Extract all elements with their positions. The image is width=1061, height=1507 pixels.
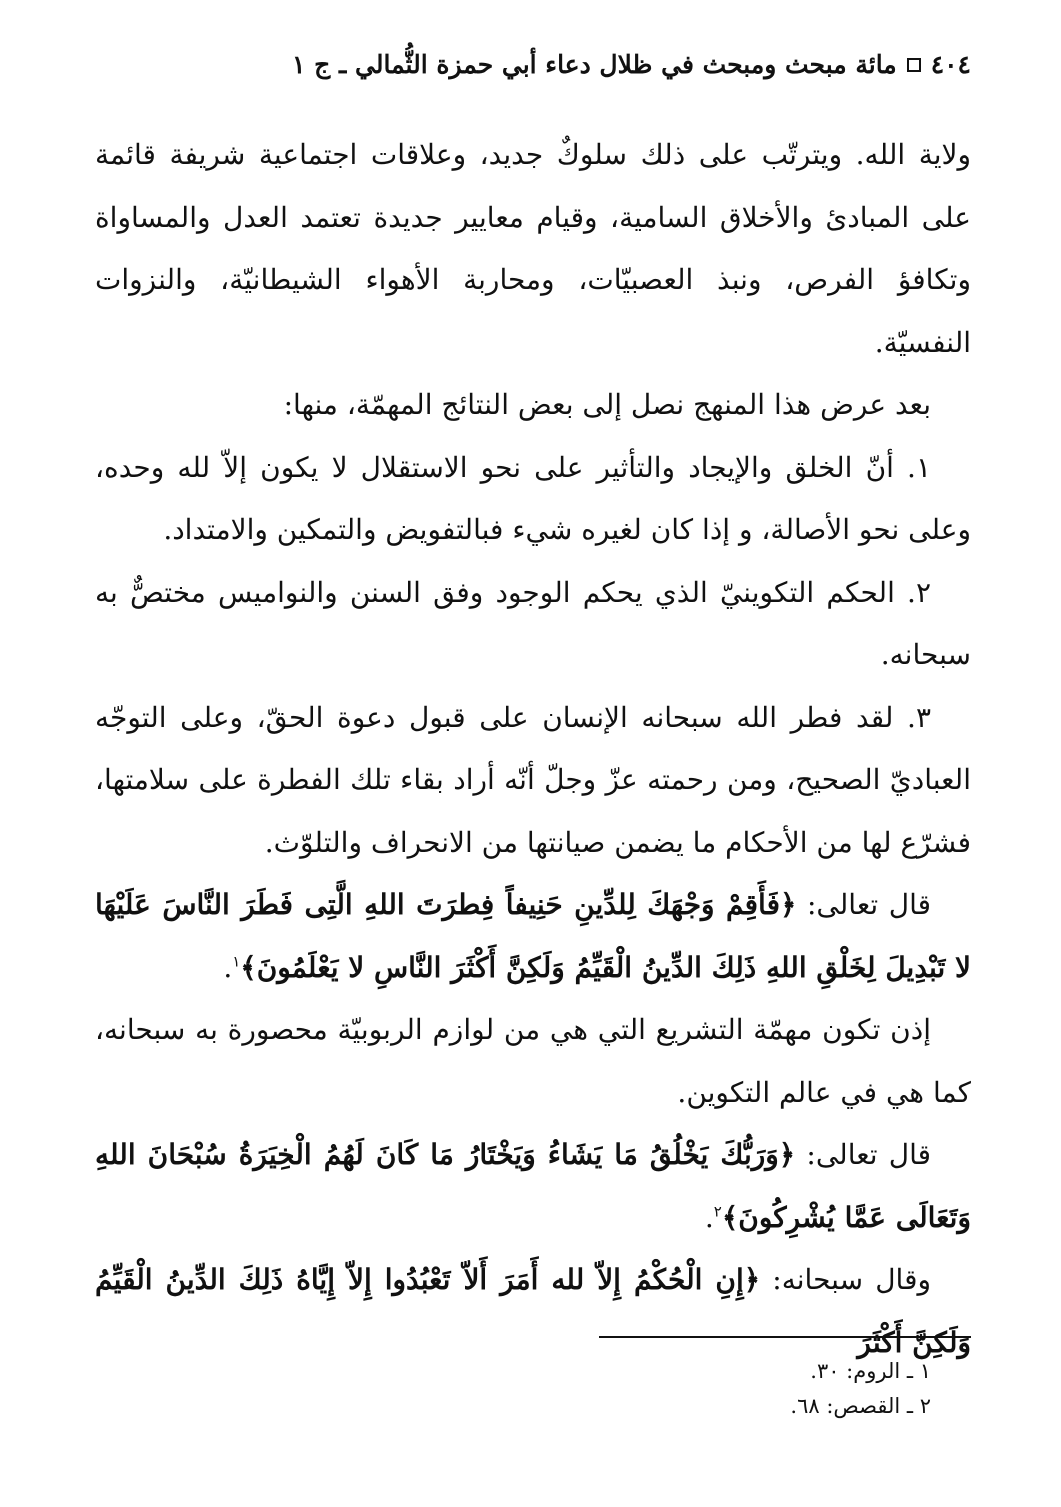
footnote-ref-1: ١ bbox=[232, 952, 241, 971]
quran-quote: ﴿فَأَقِمْ وَجْهَكَ لِلدِّينِ حَنِيفاً فِطرَتَ اللهِ الَّتِى فَطَرَ النَّاسَ عَلَيْهَا لا تَبْدِيلَ لِخَلْقِ اللهِ ذَلِكَ الدِّينُ الْقَيِّمُ وَلَكِنَّ أَكْثَرَ النَّاسِ لا يَعْلَمُونَ﴾ bbox=[95, 888, 971, 984]
main-text bbox=[95, 124, 971, 1374]
quran-quote: ﴿وَرَبُّكَ يَخْلُقُ مَا يَشَاءُ وَيَخْتَارُ مَا كَانَ لَهُمُ الْخِيَرَةُ سُبْحَانَ اللهِ وَتَعَالَى عَمَّا يُشْرِكُونَ﴾ bbox=[95, 1138, 971, 1234]
footnote-1: ١ ـ الروم: ٣٠. bbox=[810, 1359, 931, 1383]
quote-intro: وقال سبحانه: bbox=[760, 1263, 931, 1296]
paragraph-6 bbox=[95, 874, 971, 999]
running-title: مائة مبحث ومبحث في ظلال دعاء أبي حمزة الثُّمالي ـ ج ١ bbox=[292, 50, 897, 79]
running-header bbox=[95, 50, 971, 80]
paragraph-4: ٢. الحكم التكوينيّ الذي يحكم الوجود وفق السنن والنواميس مختصٌّ به سبحانه. bbox=[95, 575, 971, 671]
footnote-divider bbox=[599, 1336, 971, 1338]
footnote-ref-2: ٢ bbox=[713, 1202, 722, 1221]
paragraph-8 bbox=[95, 1124, 971, 1249]
page-number: ٤٠٤ bbox=[930, 50, 971, 79]
paragraph-2: بعد عرض هذا المنهج نصل إلى بعض النتائج المهمّة، منها: bbox=[283, 388, 931, 421]
paragraph-3: ١. أنّ الخلق والإيجاد والتأثير على نحو الاستقلال لا يكون إلاّ لله وحده، وعلى نحو الأصالة، و إذا كان لغيره شيء فبالتفويض والتمكين والامتداد. bbox=[95, 450, 971, 546]
paragraph-1: ولاية الله. ويترتّب على ذلك سلوكٌ جديد، وعلاقات اجتماعية شريفة قائمة على المبادئ والأخلاق السامية، وقيام معايير جديدة تعتمد العدل والمساواة وتكافؤ الفرص، ونبذ العصبيّات، ومحاربة الأهواء الشيطانيّة، والنزوات النفسيّة. bbox=[95, 138, 971, 359]
document-page bbox=[95, 0, 971, 1507]
paragraph-5: ٣. لقد فطر الله سبحانه الإنسان على قبول دعوة الحقّ، وعلى التوجّه العباديّ الصحيح، ومن رحمته عزّ وجلّ أنّه أراد بقاء تلك الفطرة على سلامتها، فشرّع لها من الأحكام ما يضمن صيانتها من الانحراف والتلوّث. bbox=[95, 700, 971, 859]
quote-intro: قال تعالى: bbox=[796, 888, 932, 921]
footnotes bbox=[95, 1354, 931, 1424]
sentence-end: . bbox=[704, 1200, 714, 1234]
square-separator-icon bbox=[907, 58, 921, 72]
quote-intro: قال تعالى: bbox=[795, 1138, 931, 1171]
paragraph-7: إذن تكون مهمّة التشريع التي هي من لوازم الربوبيّة محصورة به سبحانه، كما هي في عالم التكوين. bbox=[95, 1013, 971, 1109]
footnote-2: ٢ ـ القصص: ٦٨. bbox=[790, 1394, 931, 1418]
sentence-end: . bbox=[223, 950, 233, 984]
quran-quote: ﴿إِنِ الْحُكْمُ إِلاّ لله أَمَرَ أَلاّ تَعْبُدُوا إِلاّ إِيَّاهُ ذَلِكَ الدِّينُ الْقَيِّمُ وَلَكِنَّ أَكْثَرَ bbox=[95, 1263, 971, 1359]
